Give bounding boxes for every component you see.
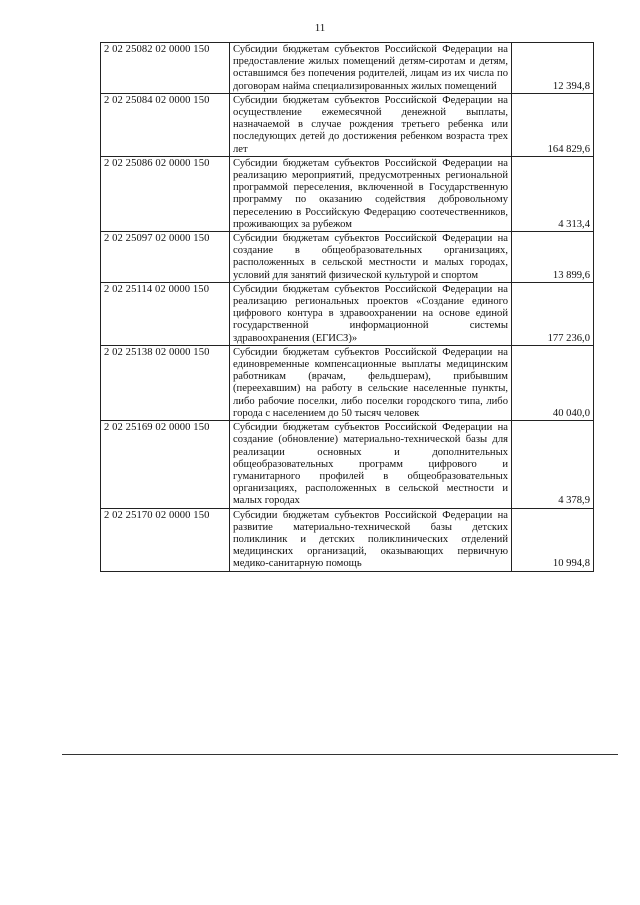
table-row <box>101 282 594 345</box>
revenue-name: Субсидии бюджетам субъектов Российской Федерации на создание (обновление) материально-технической базы для реализации основных и дополнительных общеобразовательных программ цифрового и гуманитарного профилей в общеобразовательных организациях, расположенных в сельской местности и малых городах <box>230 421 512 508</box>
revenue-name: Субсидии бюджетам субъектов Российской Федерации на создание в общеобразовательных организациях, расположенных в сельской местности и малых городах, условий для занятий физической культурой и спортом <box>230 232 512 283</box>
revenue-name: Субсидии бюджетам субъектов Российской Федерации на реализацию мероприятий, предусмотренных региональной программой переселения, включенной в Государственную программу по оказанию содействия добровольному переселению в Российскую Федерацию соотечественников, проживающих за рубежом <box>230 156 512 231</box>
revenue-code: 2 02 25138 02 0000 150 <box>101 345 230 420</box>
revenue-amount: 10 994,8 <box>512 508 594 571</box>
revenue-amount: 4 313,4 <box>512 156 594 231</box>
revenue-name: Субсидии бюджетам субъектов Российской Федерации на развитие материально-технической базы детских поликлиник и детских поликлинических отделений медицинских организаций, оказывающих первичную медико-санитарную помощь <box>230 508 512 571</box>
revenue-name: Субсидии бюджетам субъектов Российской Федерации на предоставление жилых помещений детям-сиротам и детям, оставшимся без попечения родителей, лицам из их числа по договорам найма специализированных жилых помещений <box>230 43 512 94</box>
revenue-name: Субсидии бюджетам субъектов Российской Федерации на осуществление ежемесячной денежной выплаты, назначаемой в случае рождения третьего ребенка или последующих детей до достижения ребенком возраста трех лет <box>230 93 512 156</box>
revenue-amount: 12 394,8 <box>512 43 594 94</box>
revenue-code: 2 02 25170 02 0000 150 <box>101 508 230 571</box>
table-row <box>101 345 594 420</box>
revenue-amount: 40 040,0 <box>512 345 594 420</box>
table-row <box>101 232 594 283</box>
table-row <box>101 156 594 231</box>
revenue-code: 2 02 25086 02 0000 150 <box>101 156 230 231</box>
page-number: 11 <box>314 22 326 34</box>
table-row <box>101 508 594 571</box>
revenue-code: 2 02 25082 02 0000 150 <box>101 43 230 94</box>
table-row <box>101 93 594 156</box>
revenue-code: 2 02 25084 02 0000 150 <box>101 93 230 156</box>
revenue-code: 2 02 25097 02 0000 150 <box>101 232 230 283</box>
revenue-code: 2 02 25169 02 0000 150 <box>101 421 230 508</box>
revenue-amount: 177 236,0 <box>512 282 594 345</box>
table-row <box>101 421 594 508</box>
table-row <box>101 43 594 94</box>
revenue-amount: 4 378,9 <box>512 421 594 508</box>
revenue-amount: 13 899,6 <box>512 232 594 283</box>
revenue-amount: 164 829,6 <box>512 93 594 156</box>
revenue-name: Субсидии бюджетам субъектов Российской Федерации на единовременные компенсационные выплаты медицинским работникам (врачам, фельдшерам), прибывшим (переехавшим) на работу в сельские населенные пункты, либо рабочие поселки, либо поселки городского типа, либо города с населением до 50 тысяч человек <box>230 345 512 420</box>
revenue-code: 2 02 25114 02 0000 150 <box>101 282 230 345</box>
budget-revenue-table <box>100 42 594 572</box>
footer-divider <box>62 754 618 755</box>
revenue-name: Субсидии бюджетам субъектов Российской Федерации на реализацию региональных проектов «Создание единого цифрового контура в здравоохранении на основе единой государственной информационной системы здравоохранения (ЕГИСЗ)» <box>230 282 512 345</box>
